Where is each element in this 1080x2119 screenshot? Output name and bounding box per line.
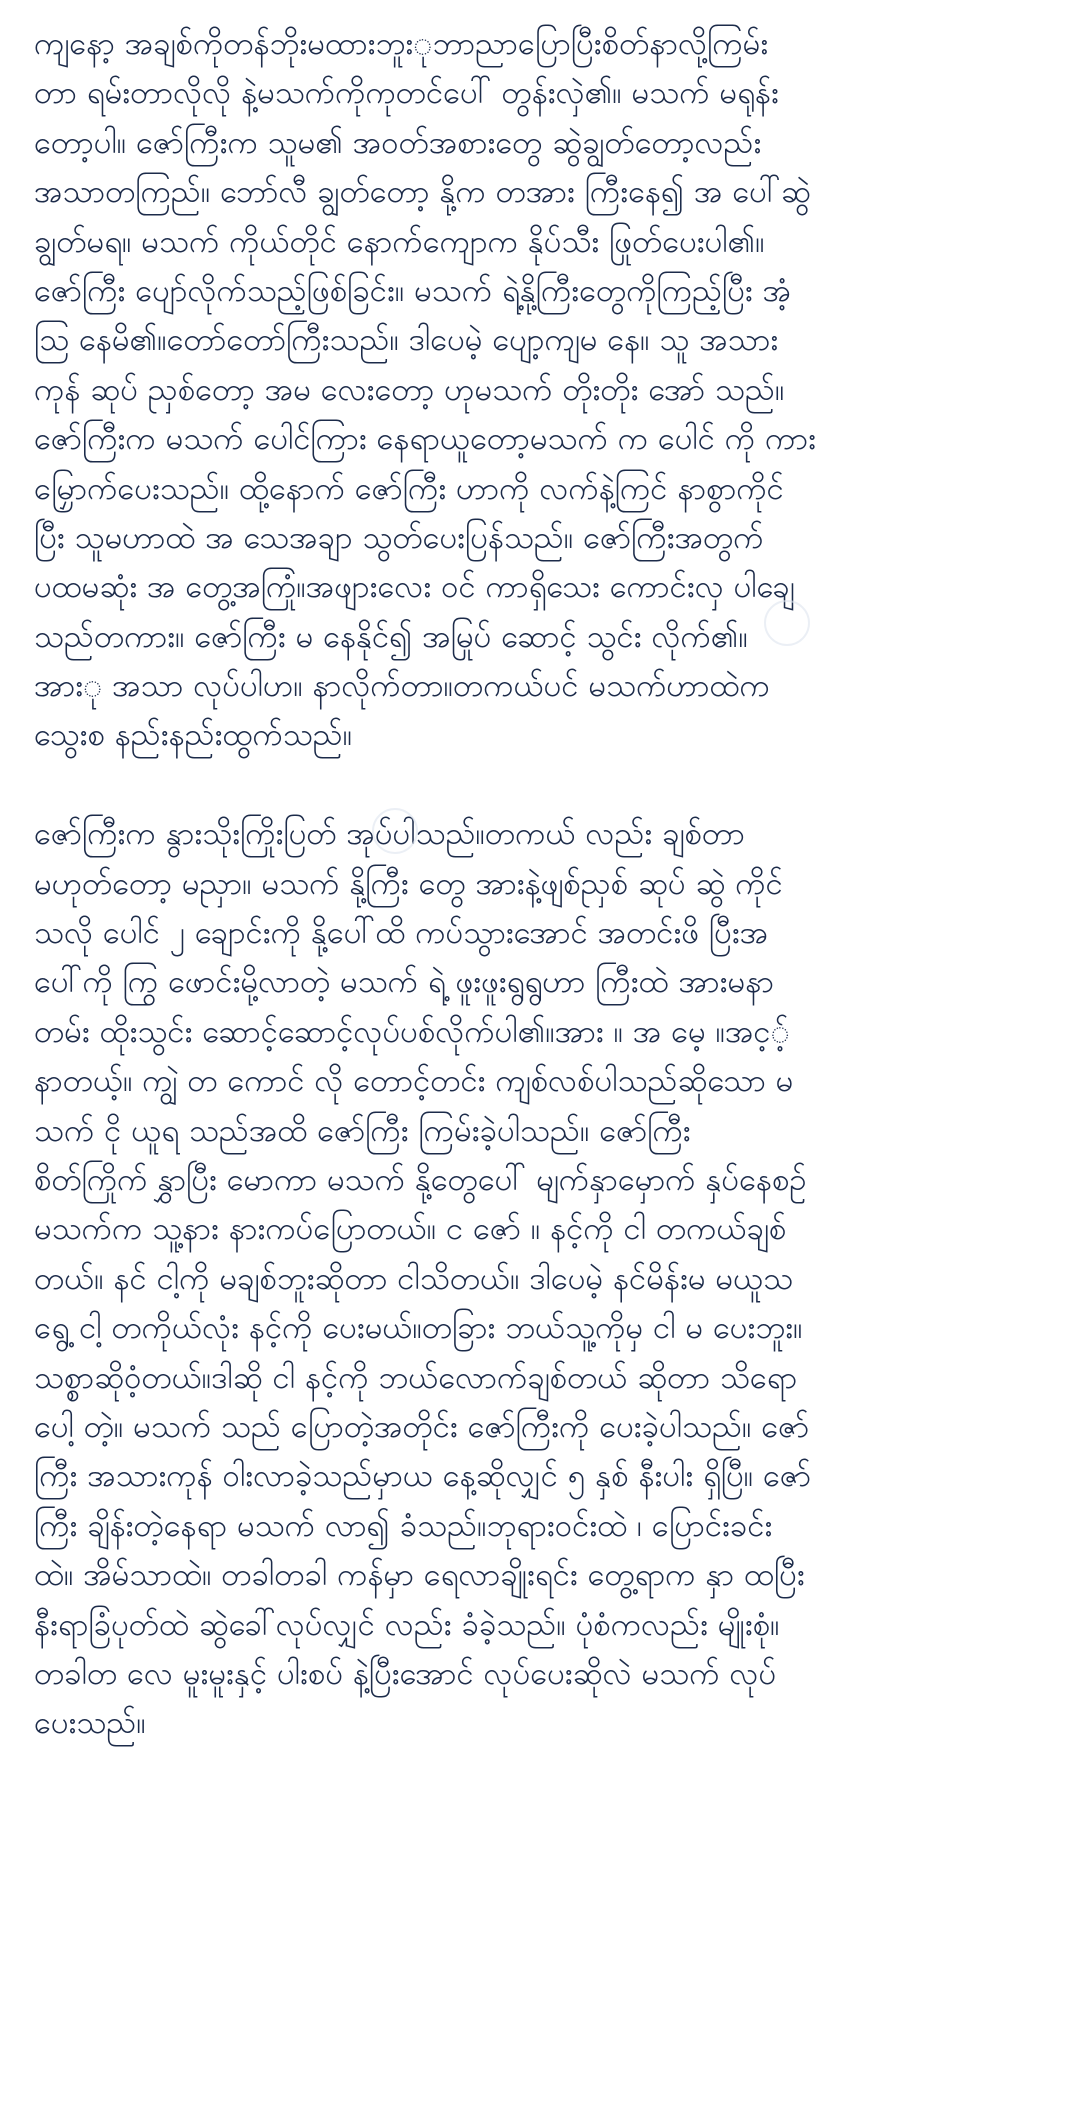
text-line: ရွေ့ ငါ့ တကိုယ်လုံး နင့်ကို ပေးမယ်။တခြား ဘယ်သူ့ကိုမှ ငါ မ ပေးဘူး။: [34, 1310, 803, 1347]
text-line: မြှောက်ပေးသည်။ ထို့နောက် ဇော်ကြီး ဟာကို လက်နဲ့ကြင် နာစွာကိုင်: [34, 470, 784, 507]
text-line: တယ်။ နင် ငါ့ကို မချစ်ဘူးဆိုတာ ငါသိတယ်။ ဒါပေမဲ့ နင်မိန်းမ မယူသ: [34, 1260, 794, 1297]
text-line: ဇော်ကြီး ပျော်လိုက်သည့်ဖြစ်ခြင်း။ မသက် ရဲ့နို့ကြီးတွေကိုကြည့်ပြီး အံ့: [34, 272, 792, 309]
text-line: သလို ပေါင် ၂ ချောင်းကို နို့ပေါ်ထိ ကပ်သွားအောင် အတင်းဖိ ပြီးအ: [34, 915, 769, 952]
text-line: ကုန် ဆုပ် ညှစ်တော့ အမ လေးတော့ ဟုမသက် တိုးတိုး အော် သည်။: [34, 371, 785, 408]
text-line: ပထမဆုံး အ တွေ့အကြုံ။အဖျားလေး ဝင် ကာရှိသေး ကောင်းလှ ပါချေ: [34, 569, 795, 606]
paragraph-2: [34, 810, 1040, 1748]
text-line: နီးရာခြံပုတ်ထဲ ဆွဲခေါ်လုပ်လျှင် လည်း ခံခဲ့သည်။ ပုံစံကလည်း မျိုးစုံ။: [34, 1606, 780, 1643]
paragraph-spacer: [34, 761, 1040, 810]
watermark-circle-icon: [764, 600, 810, 646]
text-line: အသာတကြည်။ ဘော်လီ ချွတ်တော့ နို့က တအား ကြီးနေ၍ အ ပေါ်ဆွဲ: [34, 174, 811, 211]
text-line: သွေးစ နည်းနည်းထွက်သည်။: [34, 717, 353, 754]
text-line: ကျနော့ အချစ်ကိုတန်ဘိုးမထားဘူးုဘာညာပြောပြီးစိတ်နာလို့ကြမ်း: [34, 26, 769, 62]
text-line: နာတယ့်။ ကျွဲ တ ကောင် လို တောင့်တင်း ကျစ်လစ်ပါသည်ဆိုသော မ: [34, 1063, 794, 1100]
paragraph-1: [34, 20, 1040, 761]
text-line: သက် ငို ယူရ သည်အထိ ဇော်ကြီး ကြမ်းခဲ့ပါသည်။ ဇော်ကြီး: [34, 1112, 691, 1149]
text-line: မသက်က သူ့နား နားကပ်ပြောတယ်။ င ဇော် ။ နင့်ကို ငါ တကယ်ချစ်: [34, 1211, 787, 1248]
text-line: သစ္စာဆိုဝံ့တယ်။ဒါဆို ငါ နင့်ကို ဘယ်လောက်ချစ်တယ် ဆိုတာ သိရော: [34, 1359, 798, 1396]
text-line: တမ်း ထိုးသွင်း ဆောင့်ဆောင့်လုပ်ပစ်လိုက်ပါ၏။အား ။ အ မေ့ ။အင့့်: [34, 1013, 790, 1050]
text-line: တခါတ လေ မူးမူးနှင့် ပါးစပ် နဲ့ပြီးအောင် လုပ်ပေးဆိုလဲ မသက် လုပ်: [34, 1655, 777, 1692]
text-line: ကြီး ချိန်းတဲ့နေရာ မသက် လာ၍ ခံသည်။ဘုရားဝင်းထဲ ၊ ပြောင်းခင်း: [34, 1507, 773, 1544]
text-line: တာ ရမ်းတာလိုလို နဲ့မသက်ကိုကုတင်ပေါ် တွန်းလှဲ၏။ မသက် မရုန်း: [34, 75, 779, 112]
text-line: အားု အသာ လုပ်ပါဟ။ နာလိုက်တာ။တကယ်ပင် မသက်ဟာထဲက: [34, 668, 770, 705]
text-line: သြ နေမိ၏။တော်တော်ကြီးသည်။ ဒါပေမဲ့ ပျော့ကျမ နေ။ သူ အသား: [34, 322, 779, 359]
text-line: ပြီး သူမဟာထဲ အ သေအချာ သွတ်ပေးပြန်သည်။ ဇော်ကြီးအတွက်: [34, 519, 764, 556]
text-line: မဟုတ်တော့ မညှာ။ မသက် နို့ကြီး တွေ အားနဲ့ဖျစ်ညှစ် ဆုပ် ဆွဲ ကိုင်: [34, 865, 783, 902]
text-line: သည်တကား။ ဇော်ကြီး မ နေနိုင်၍ အမြုပ် ဆောင့် သွင်း လိုက်၏။: [34, 618, 748, 655]
text-line: ပေါ့ တဲ့။ မသက် သည် ပြောတဲ့အတိုင်း ဇော်ကြီးကို ပေးခဲ့ပါသည်။ ဇော်: [34, 1408, 810, 1445]
text-line: ချွတ်မရ။ မသက် ကိုယ်တိုင် နောက်ကျောက နိုပ်သီး ဖြုတ်ပေးပါ၏။: [34, 223, 765, 260]
text-line: ကြီး အသားကုန် ဝါးလာခဲ့သည်မှာယ နေ့ဆိုလျှင် ၅ နှစ် နီးပါး ရှိပြီ။ ဇော်: [34, 1458, 812, 1495]
text-line: ထဲ။ အိမ်သာထဲ။ တခါတခါ ကန်မှာ ရေလာချိုးရင်း တွေ့ရာက နှာ ထပြီး: [34, 1557, 805, 1594]
text-line: ဇော်ကြီးက မသက် ပေါင်ကြား နေရာယူတော့မသက် က ပေါင် ကို ကား: [34, 421, 816, 458]
text-line: ဇော်ကြီးက နွားသိုးကြိုးပြတ် အုပ်ပါသည်။တကယ် လည်း ချစ်တာ: [34, 816, 745, 853]
text-line: ပေးသည်။: [34, 1705, 146, 1742]
text-line: ပေါ်ကို ကြွ ဖောင်းမို့လာတဲ့ မသက် ရဲ့ ဖူးဖူးရွရွဟာ ကြီးထဲ အားမနာ: [34, 964, 775, 1001]
watermark-circle-icon: [372, 808, 418, 854]
text-line: တော့ပါ။ ဇော်ကြီးက သူမ၏ အဝတ်အစားတွေ ဆွဲချွတ်တော့လည်း: [34, 124, 762, 161]
text-line: စိတ်ကြိုက် နွှာပြီး မောကာ မသက် နို့တွေပေါ် မျက်နှာမှောက် နှပ်နေစဉ်: [34, 1161, 807, 1198]
